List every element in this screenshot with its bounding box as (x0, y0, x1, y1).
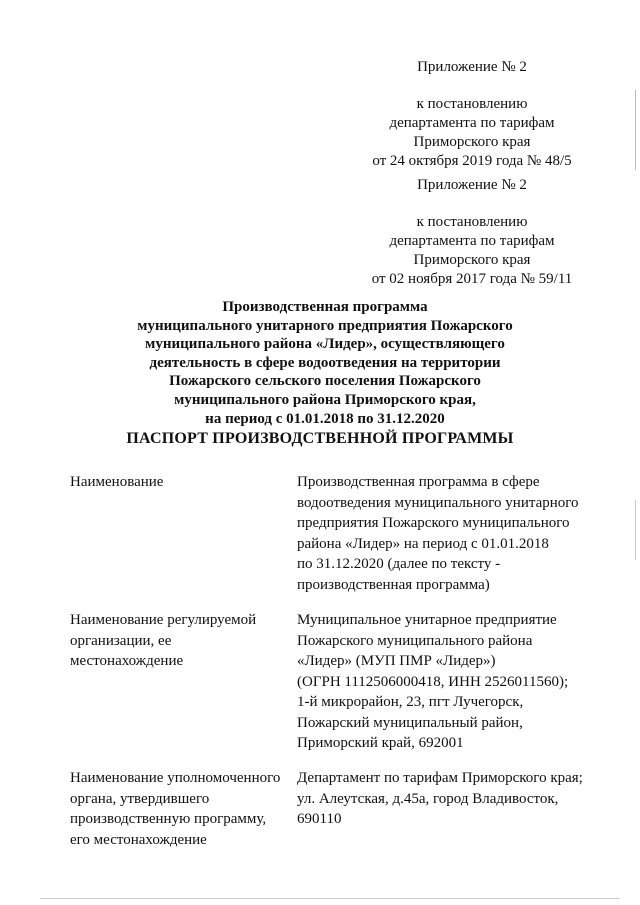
title-line: муниципального района Приморского края, (174, 391, 476, 408)
value-line: Муниципальное унитарное предприятие (297, 612, 557, 628)
passport-row-label (70, 610, 285, 672)
label-line: производственную программу, (70, 811, 267, 827)
appendix-block-1 (362, 58, 582, 171)
appendix-number: Приложение № 2 (417, 59, 527, 75)
label-line: местонахождение (70, 653, 184, 669)
passport-row-label (70, 768, 285, 850)
value-line: водоотведения муниципального унитарного (297, 494, 579, 511)
passport-row-value (297, 610, 607, 754)
value-line: «Лидер» (МУП ПМР «Лидер») (297, 653, 496, 669)
appendix-line: Приморского края (413, 252, 531, 268)
passport-heading: ПАСПОРТ ПРОИЗВОДСТВЕННОЙ ПРОГРАММЫ (126, 430, 514, 447)
value-line: ул. Алеутская, д.45а, город Владивосток, (297, 790, 559, 807)
scan-edge-mark (635, 90, 636, 170)
passport-row-value (297, 768, 607, 830)
title-line: Производственная программа (222, 299, 428, 315)
value-line: Приморский край, 692001 (297, 735, 464, 751)
appendix-line: Приморского края (413, 134, 531, 150)
scan-edge-mark (635, 500, 636, 560)
title-line: деятельность в сфере водоотведения на территории (149, 354, 501, 371)
value-line: Департамент по тарифам Приморского края; (297, 770, 583, 786)
appendix-line: департамента по тарифам (389, 115, 555, 131)
title-line: муниципального унитарного предприятия Пожарского (137, 317, 513, 334)
passport-row-label (70, 472, 285, 493)
value-line: Пожарский муниципальный район, (297, 714, 523, 731)
value-line: района «Лидер» на период с 01.01.2018 (297, 535, 549, 552)
value-line: (ОГРН 1112506000418, ИНН 2526011560); (297, 673, 569, 690)
value-line: производственная программа) (297, 576, 490, 593)
label-line: организации, ее (70, 632, 172, 649)
title-line: Пожарского сельского поселения Пожарского (169, 373, 481, 390)
appendix-line: к постановлению (416, 214, 528, 230)
value-line: 1-й микрорайон, 23, пгт Лучегорск, (297, 694, 524, 710)
value-line: 690110 (297, 811, 342, 827)
appendix-line: к постановлению (416, 96, 528, 112)
value-line: Производственная программа в сфере (297, 474, 540, 490)
label-line: Наименование (70, 474, 164, 490)
appendix-number: Приложение № 2 (417, 177, 527, 193)
title-line: на период с 01.01.2018 по 31.12.2020 (205, 410, 445, 427)
value-line: Пожарского муниципального района (297, 632, 533, 649)
value-line: по 31.12.2020 (далее по тексту - (297, 556, 501, 572)
label-line: органа, утвердившего (70, 790, 210, 807)
document-title (110, 298, 540, 428)
appendix-block-2 (362, 176, 582, 289)
appendix-line: от 02 ноября 2017 года № 59/11 (371, 271, 573, 287)
scan-bottom-mark (40, 898, 620, 899)
label-line: Наименование регулируемой (70, 612, 257, 628)
label-line: его местонахождение (70, 831, 207, 848)
passport-row-value (297, 472, 607, 595)
value-line: предприятия Пожарского муниципального (297, 515, 570, 531)
appendix-line: департамента по тарифам (389, 233, 555, 249)
appendix-line: от 24 октября 2019 года № 48/5 (372, 153, 572, 169)
title-line: муниципального района «Лидер», осуществляющего (145, 336, 505, 353)
label-line: Наименование уполномоченного (70, 770, 281, 786)
